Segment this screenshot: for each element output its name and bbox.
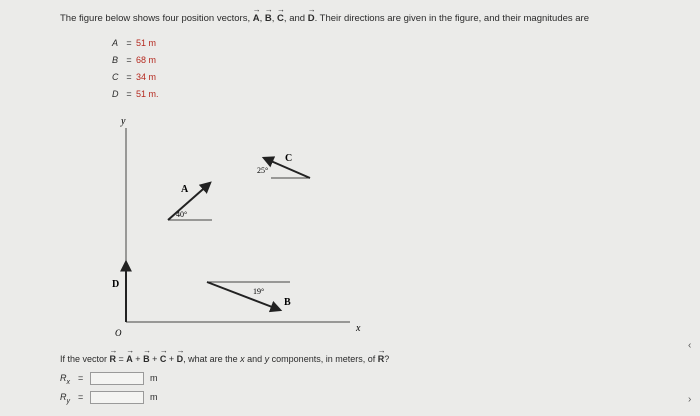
origin-label: O: [115, 328, 122, 338]
vector-a-arrow: [168, 183, 210, 220]
vector-a-angle: 40°: [176, 210, 188, 219]
magnitude-d: D = 51 m.: [112, 89, 159, 99]
magnitude-a-value: 51 m: [136, 38, 157, 48]
rx-answer-row: $R_x = m$: [60, 372, 158, 386]
edge-mark-top: ‹: [688, 340, 692, 351]
vector-b-arrow: [207, 282, 280, 310]
vector-b-angle: 19°: [253, 287, 265, 296]
rx-input[interactable]: [90, 372, 144, 385]
rx-unit: m: [150, 372, 158, 383]
magnitude-d-value: 51 m.: [136, 89, 159, 99]
y-axis-label: y: [121, 116, 126, 127]
vector-d-symbol: → D: [308, 13, 315, 24]
x-axis-label: x: [356, 323, 361, 334]
ry-unit: m: [150, 391, 158, 402]
magnitude-b-value: 68 m: [136, 55, 157, 65]
ry-input[interactable]: [90, 391, 144, 404]
magnitude-c: C = 34 m: [112, 72, 157, 82]
vector-b-label: B: [284, 297, 291, 308]
magnitude-c-value: 34 m: [136, 72, 157, 82]
vector-b-symbol: → B: [265, 13, 272, 24]
edge-mark-bottom: ›: [688, 394, 692, 405]
vector-a-label: A: [181, 184, 189, 195]
ry-answer-row: $R_y = m$: [60, 391, 158, 405]
vector-c-symbol: → C: [277, 13, 284, 24]
magnitude-b: B = 68 m: [112, 55, 157, 65]
vector-c-label: C: [285, 153, 293, 164]
vector-d-label: D: [112, 279, 120, 290]
question-text: If the vector → R = → A + → B + → C + → D, what are the x and y components, in meters, of → R?: [60, 354, 389, 364]
magnitude-a: A = 51 m: [112, 38, 157, 48]
vector-c-angle: 25°: [257, 166, 269, 175]
vector-a-symbol: → A: [253, 13, 260, 24]
problem-intro: The figure below shows four position vectors, → A, → B, → C, and → D. Their directions are given in the figure, and their magnitudes are: [60, 13, 589, 24]
